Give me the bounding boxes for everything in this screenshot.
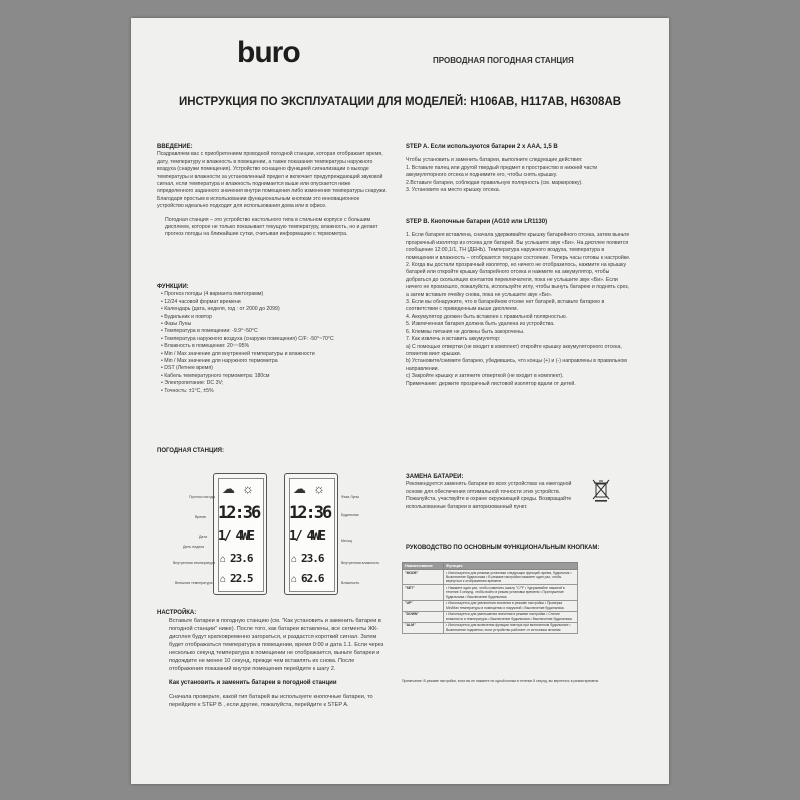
function-item: • Фазы Луны [161, 321, 192, 328]
button-function: • Используется для включения функции повтора при включенном будильнике • Выключение подсветки, если устройство работает от источника питания [444, 622, 578, 633]
step-b-item: 5. Извлеченная батарея должна быть удалена из устройства. [406, 321, 555, 328]
table-note: Примечание: В режиме настройки, если вы не нажмете ни одной кнопки в течение 8 секунд, вы вернетесь в режим времени. [402, 679, 600, 683]
house-icon: ⌂ [220, 554, 227, 565]
button-function: • Используется для режима установки следующих функций: время, будильник • Выключение будильника • В режиме настройки нажмите один раз, чтобы вернуться к отображению времени [444, 570, 578, 585]
function-item: • Электропитание: DC 3V; [161, 380, 224, 387]
step-a-item: 1. Вставьте палец или другой твердый предмет в пространство в нижней части аккумуляторного отсека и поднимите его, чтобы снять крышку. [406, 164, 598, 179]
station-section [157, 448, 387, 455]
intro-section [157, 144, 387, 239]
cloud-icon: ☁ [293, 481, 306, 496]
step-b-item: 4. Аккумулятор должен быть вставлен с правильной полярностью. [406, 313, 568, 320]
battery-install-text: Сначала проверьте, какой тип батарей вы используете кнопочные батареи, то перейдите к STEP B , если другие, пожалуйста, перейдите к STEP A. [169, 694, 373, 709]
station-diagram [169, 473, 399, 603]
button-name: "DOWN" [403, 611, 444, 622]
house-icon: ⌂ [291, 574, 298, 585]
lcd-temp-indoor: 23.6 [230, 552, 253, 565]
button-name: "SET" [403, 585, 444, 600]
house-icon: ⌂ [220, 574, 227, 585]
function-item: • 12/24 часовой формат времени [161, 298, 241, 305]
sun-icon: ☼ [313, 481, 325, 496]
house-icon: ⌂ [291, 554, 298, 565]
step-b-heading: STEP B. Кнопочные батареи (AG10 или LR1130) [406, 219, 548, 225]
label-indoor-temp: Внутренняя температура [173, 561, 216, 565]
button-function: • Нажмите один раз, чтобы изменить шкалу °C/°F • Удерживайте нажатой в течение 3 секунд, чтобы войти в режим установки времени • Приглушение будильника • Выключение будильника [444, 585, 578, 600]
intro-heading: ВВЕДЕНИЕ: [157, 144, 193, 150]
function-item: • Точность: ±1°C, ±5% [161, 387, 214, 394]
button-function: • Используется для уменьшения значения в режиме настройки • Снятие влажности и температуры • Выключение будильника • Выключение будильника [444, 611, 578, 622]
function-item: • Температура наружного воздуха (снаружи помещения) C/F: -50°~70°C [161, 335, 334, 342]
setup-heading: НАСТРОЙКА: [157, 610, 197, 616]
station-display-right [284, 473, 338, 595]
step-a-heading: STEP A. Если используются батареи 2 х ААА, 1,5 В [406, 144, 558, 150]
label-indoor-humidity: Внутренняя влажность [341, 561, 380, 565]
function-item: • Min / Max значение для внутренней температуры и влажности [161, 350, 315, 357]
battery-install-section [169, 680, 389, 709]
step-b-item: 2. Когда вы достали прозрачный изолятор, но ничего не отобразилось, нажмите на крышку батарей или откройте крышку батарейного отсека и нажмите на аккумулятор, чтобы добраться до скользящих контактов переключателя, пока не услышите звук «Би». Если ничего не произошло, пожалуйста, используйте иглу, чтобы вынуть батарею и поднять срез, а затем вставьте ячейку снова, пока не услышите звук «Би». [406, 262, 630, 298]
lcd-date: 1/ 4WE [218, 529, 253, 544]
table-row [403, 622, 578, 633]
button-function: • Используется для увеличения значения в режиме настройки • Проверка Min/Max температуры в помещении и наружной • Выключение будильника [444, 600, 578, 611]
function-item: • Влажность в помещении: 20~~95% [161, 343, 250, 350]
step-b-section [406, 219, 631, 388]
step-b-item: Примечание: держите прозрачный листовой изолятор вдали от детей. [406, 380, 576, 387]
label-forecast: Прогноз погоды [189, 495, 216, 499]
buttons-table [402, 562, 578, 634]
function-item: • Кабель температурного термометра: 180см [161, 372, 270, 379]
header-title: ПРОВОДНАЯ ПОГОДНАЯ СТАНЦИЯ [433, 56, 574, 65]
table-row [403, 585, 578, 600]
button-name: "ALM" [403, 622, 444, 633]
step-b-item: 7. Как извлечь и вставить аккумулятор: [406, 336, 501, 343]
step-a-item: 3. Установите на место крышку отсека. [406, 187, 501, 194]
label-alarm: Будильник [341, 513, 359, 517]
label-outdoor-temp: Внешняя температура [175, 581, 213, 585]
buro-logo: buro [237, 36, 300, 69]
buttons-guide-heading: РУКОВОДСТВО ПО ОСНОВНЫМ ФУНКЦИОНАЛЬНЫМ КНОПКАМ: [406, 545, 600, 551]
label-humidity: Влажность [341, 581, 360, 585]
cloud-icon: ☁ [222, 481, 235, 496]
button-name: "MODE" [403, 570, 444, 585]
table-row [403, 570, 578, 585]
step-b-item: b) Установите/снимите батарею, убедившись, что концы (+) и (-) направлены в правильном направлении. [406, 358, 627, 372]
step-a-item: 2.Вставьте батареи, соблюдая правильную полярность (см. маркировку). [406, 179, 583, 186]
replace-section [406, 474, 581, 511]
intro-paragraph-1: Поздравляем вас с приобретением проводной погодной станции, которая отображает время, дату, температуру и влажность в помещении, а также показания температуры наружного воздуха (снаружи помещения). Устройство оснащено функцией сигнализации о выходе температуры и влажности за установленный предел и включает предупреждающий звуковой сигнал, если температура и влажность поднимается выше или опускается ниже определенного заданного значения внутри помещения либо изменения температуры снаружи. Благодаря простым в использовании функциональным кнопкам это инновационное устройство идеально подходит для использования дома или в офисе. [157, 151, 387, 210]
lcd-time: 12:36 [218, 503, 260, 523]
setup-section [157, 610, 387, 673]
function-item: • Min / Max значение для наружного термометра [161, 358, 278, 365]
lcd-time: 12:36 [289, 503, 331, 523]
function-item: • Календарь (дата, неделя, год : от 2000 до 2099) [161, 306, 280, 313]
step-b-item: 6. Клеммы питания не должны быть закорочены. [406, 328, 525, 335]
station-display-left [213, 473, 267, 595]
functions-section [157, 284, 387, 395]
button-name: "UP" [403, 600, 444, 611]
function-item: • DST (Летнее время) [161, 365, 213, 372]
label-moon-phase: Фаза Луны [341, 495, 360, 499]
label-weekday: День недели [183, 545, 205, 549]
step-b-item: а) С помощью отвертки (не входит в комплект) откройте крышку аккумуляторного отсека, отвинтив винт крышки. [406, 343, 622, 357]
buttons-guide-section [406, 545, 631, 552]
lcd-temp-outdoor: 22.5 [230, 572, 253, 585]
function-item: • Температура в помещении: -9.9°~50°C [161, 328, 258, 335]
label-month: Месяц [341, 539, 352, 543]
function-item: • Прогноз погоды (4 варианта пиктограмм) [161, 291, 264, 298]
table-row [403, 611, 578, 622]
step-b-item: c) Закройте крышку и затяните отверткой (не входит в комплект). [406, 373, 564, 380]
setup-text: Вставьте батареи в погодную станцию (см. "Как установить и заменить батареи в погодной станции" ниже). После того, как батареи вставлены, все сегменты ЖК-дисплея будут кратковременно загораться, и раздастся короткий сигнал. Затем будет отображаться температура в помещении, время 0:00 и дата 1.1. Если через несколько секунд температура в помещении не отображается, выньте батареи и подождите не менее 10 секунд, прежде чем вставлять их снова. После отображения показаний внутри помещения перейдите к шагу 2. [169, 618, 384, 673]
table-header-name: Наименование [403, 563, 444, 570]
sun-icon: ☼ [242, 481, 254, 496]
function-item: • Будильник и повтор [161, 313, 212, 320]
step-b-item: 1. Если батарея вставлена, сначала удерживайте крышку батарейного отсека, затем выньте прозрачный изолятор из отсека для батарей. Вы услышите звук «Би». На дисплее появится сообщение 12:00,1/1, TH (ДЕНЬ). Температура наружного воздуха, температура в помещении и влажность – отобразится текущее состояние. Теперь часы готовы к настройке. [406, 232, 631, 261]
step-b-item: 3. Если вы обнаружите, что в батарейном отсеке нет батарей, вставьте батарею в соответствии с приведенным выше дисплеем. [406, 299, 605, 313]
table-row [403, 600, 578, 611]
lcd-humidity: 62.6 [301, 572, 324, 585]
functions-heading: ФУНКЦИИ: [157, 284, 189, 290]
table-header-row [403, 563, 578, 570]
battery-install-heading: Как установить и заменить батареи в погодной станции [169, 680, 337, 686]
step-a-intro: Чтобы установить и заменить батареи, выполните следующие действия: [406, 157, 583, 164]
replace-text: Рекомендуется заменять батареи во всех устройствах на ежегодной основе для обеспечения оптимальной точности этих устройств. Пожалуйста, участвуйте в охране окружающей среды. Возвращайте использованные батареи в авторизованный пункт. [406, 481, 572, 510]
crossed-bin-icon [591, 478, 611, 502]
label-time: Время [195, 515, 206, 519]
label-date: Дата [199, 535, 207, 539]
replace-heading: ЗАМЕНА БАТАРЕИ: [406, 474, 464, 480]
lcd-temp-indoor: 23.6 [301, 552, 324, 565]
intro-paragraph-2: Погодная станция – это устройство настольного типа в стильном корпусе с большим дисплеем, которое не только показывает текущую температуру, влажность, но и делает прогноз погоды на ближайшие сутки, считывая информацию с термометра. [165, 216, 378, 238]
lcd-date: 1/ 4WE [289, 529, 324, 544]
table-header-function: Функция [444, 563, 578, 570]
instruction-sheet [131, 18, 669, 784]
document-title: ИНСТРУКЦИЯ ПО ЭКСПЛУАТАЦИИ ДЛЯ МОДЕЛЕЙ: H106AB, H117AB, H6308AB [178, 96, 622, 108]
station-heading: ПОГОДНАЯ СТАНЦИЯ: [157, 448, 224, 454]
step-a-section [406, 144, 631, 194]
